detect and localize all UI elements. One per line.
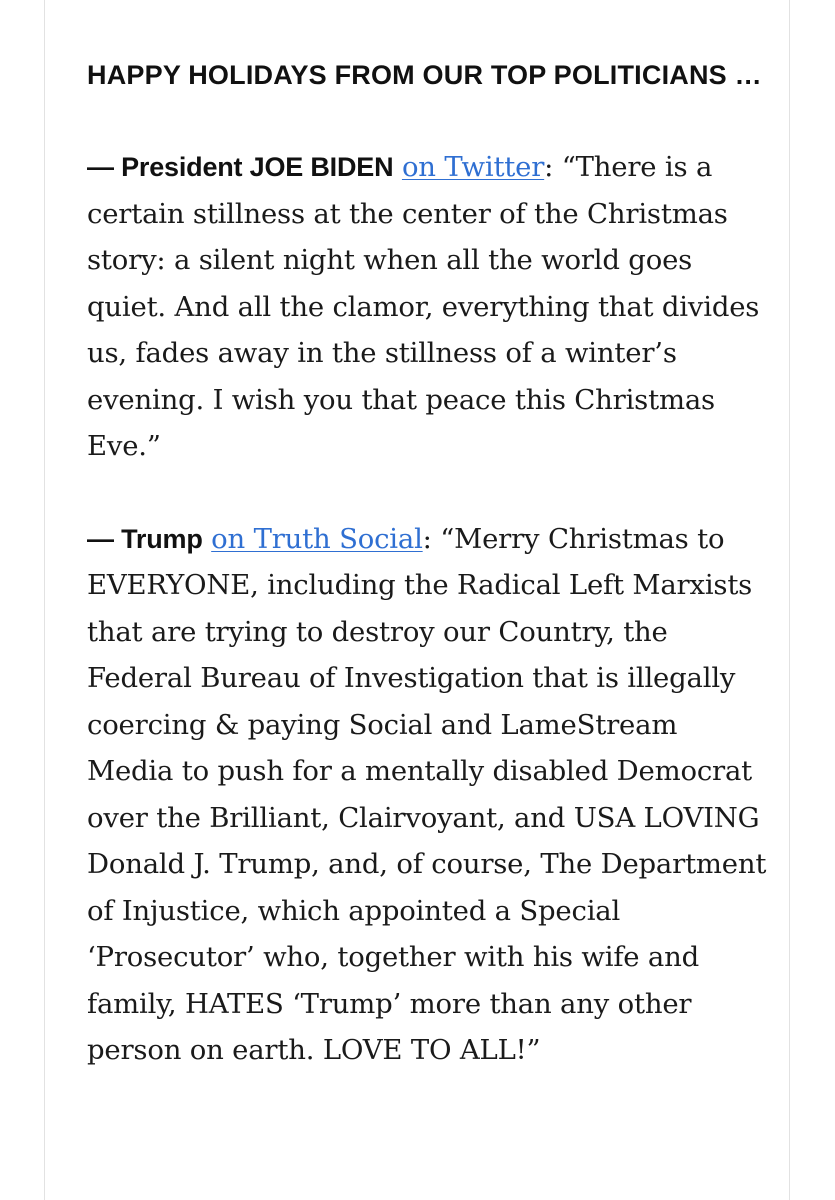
- article-body: [87, 52, 767, 1120]
- quote-dash: —: [87, 523, 122, 554]
- speaker-biden: [87, 152, 393, 182]
- quote-text: : “There is a certain stillness at the center of the Christmas story: a silent night when all the world goes quiet. And all the clamor, everything that divides us, fades away in the stillness of a winter’s evening. I wish you that peace this Christmas Eve.”: [87, 151, 760, 462]
- quote-biden: [87, 144, 767, 470]
- speaker-name: Trump: [121, 523, 203, 554]
- truth-social-link[interactable]: on Truth Social: [211, 522, 423, 555]
- speaker-name: President JOE BIDEN: [121, 152, 394, 182]
- twitter-link[interactable]: on Twitter: [401, 151, 545, 183]
- quote-text: : “Merry Christmas to EVERYONE, including the Radical Left Marxists that are trying to destroy our Country, the Federal Bureau of Investigation that is illegally coercing & paying Social and LameStream Media to push for a mentally disabled Democrat over the Brilliant, Clairvoyant, and USA LOVING Donald J. Trump, and, of course, The Department of Injustice, which appointed a Special ‘Prosecutor’ who, together with his wife and family, HATES ‘Trump’ more than any other person on earth. LOVE TO ALL!”: [87, 522, 767, 1066]
- quote-trump: [87, 516, 767, 1074]
- section-heading: HAPPY HOLIDAYS FROM OUR TOP POLITICIANS …: [87, 60, 762, 90]
- quote-dash: —: [87, 152, 122, 182]
- speaker-trump: [87, 524, 203, 554]
